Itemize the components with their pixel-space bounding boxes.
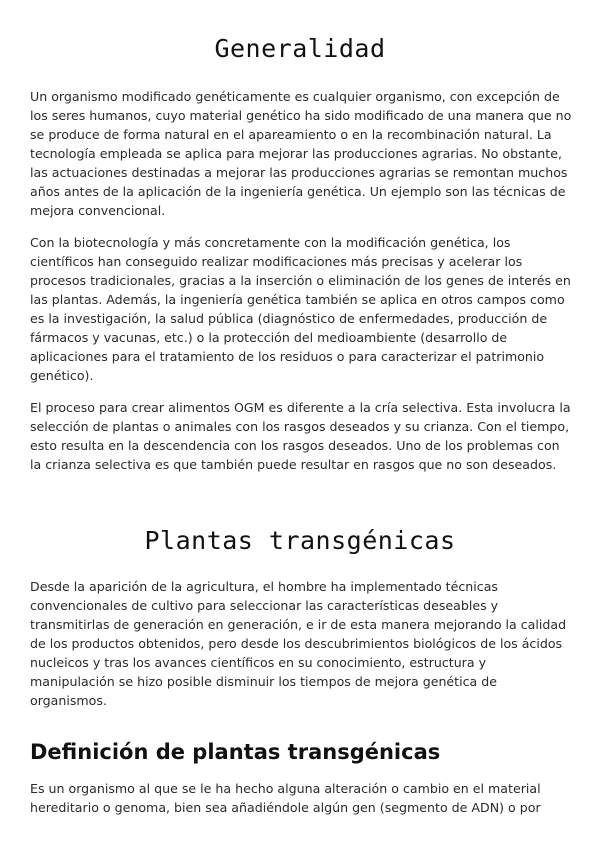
heading-plantas-transgenicas: Plantas transgénicas [144, 526, 456, 555]
paragraph: Desde la aparición de la agricultura, el hombre ha implementado técnicas convencionales de cultivo para seleccionar las características deseables y transmitirlas de generación en generación, e ir de esta manera mejorando la calidad de los productos obtenidos, pero desde los descubrimientos biológicos de los ácidos nucleicos y tras los avances científicos en su conocimiento, estructura y manipulación se hizo posible disminuir los tiempos de mejora genética de organismos. [30, 579, 567, 708]
paragraph: Es un organismo al que se le ha hecho alguna alteración o cambio en el material hereditario o genoma, bien sea añadiéndole algún gen (segmento de ADN) o por [30, 781, 541, 815]
heading-generalidad: Generalidad [214, 34, 386, 63]
heading-definicion-plantas-transgenicas: Definición de plantas transgénicas [30, 740, 441, 764]
paragraph: Con la biotecnología y más concretamente con la modificación genética, los científicos han conseguido realizar modificaciones más precisas y acelerar los procesos tradicionales, gracias a la inserción o eliminación de los genes de interés en las plantas. Además, la ingeniería genética también se aplica en otros campos como es la investigación, la salud pública (diagnóstico de enfermedades, producción de fármacos y vacunas, etc.) o la protección del medioambiente (desarrollo de aplicaciones para el tratamiento de los residuos o para caracterizar el patrimonio genético). [30, 235, 571, 383]
paragraph: Un organismo modificado genéticamente es cualquier organismo, con excepción de los seres humanos, cuyo material genético ha sido modificado de una manera que no se produce de forma natural en el apareamiento o en la recombinación natural. La tecnología empleada se aplica para mejorar las producciones agrarias. No obstante, las actuaciones destinadas a mejorar las producciones agrarias se remontan muchos años antes de la aplicación de la ingeniería genética. Un ejemplo son las técnicas de mejora convencional. [30, 89, 572, 218]
paragraph: El proceso para crear alimentos OGM es diferente a la cría selectiva. Esta involucra la selección de plantas o animales con los rasgos deseados y su crianza. Con el tiempo, esto resulta en la descendencia con los rasgos deseados. Uno de los problemas con la crianza selectiva es que también puede resultar en rasgos que no son deseados. [30, 400, 571, 472]
